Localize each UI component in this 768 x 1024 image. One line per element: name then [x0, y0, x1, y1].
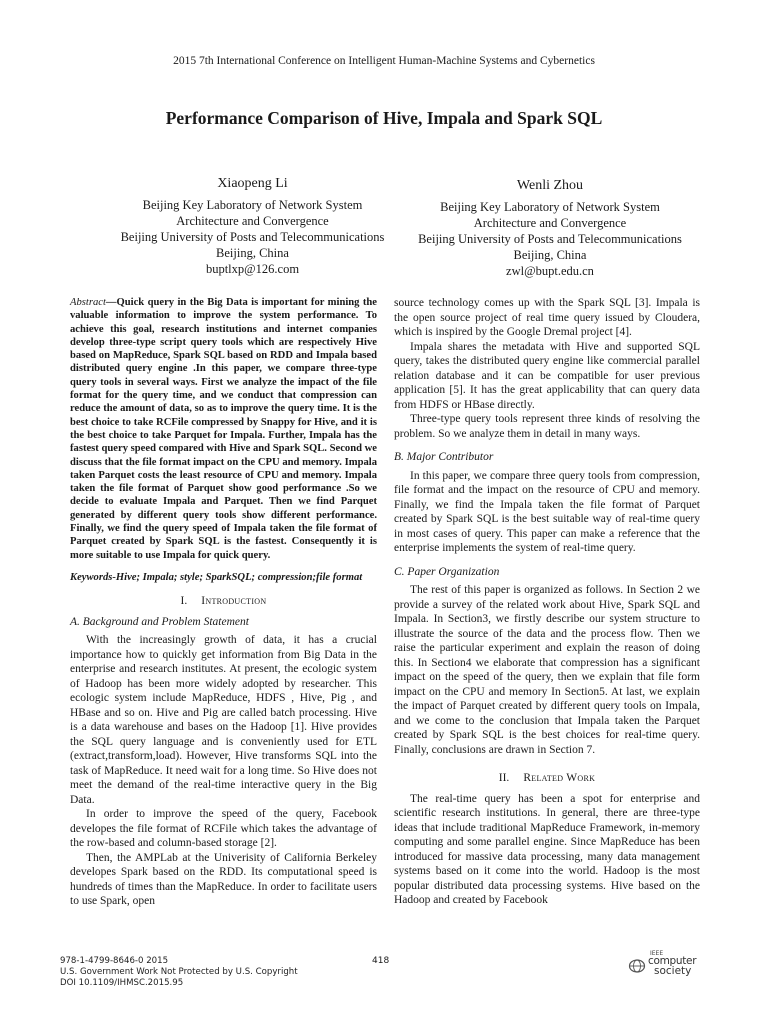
- paragraph: Three-type query tools represent three kinds of resolving the problem. So we analyze them in detail in many ways.: [394, 413, 700, 440]
- paragraph: Then, the AMPLab at the Univerisity of California Berkeley developes Spark based on the RDD. Its computational speed is hundreds of times than the MapReduce. In order to facilitate users to use Spark, open: [70, 851, 377, 908]
- abstract: [70, 296, 377, 562]
- paragraph: Impala shares the metadata with Hive and supported SQL query, takes the distributed query engine like commercial parallel relation database and it can be compatible for user previous application [5]. It has the great applicability that can query data from HDFS or HBase directly.: [394, 340, 700, 411]
- doi: DOI 10.1109/IHMSC.2015.95: [60, 978, 184, 988]
- author-affiliation-line: Beijing, China: [513, 248, 587, 262]
- author-affiliation-line: Architecture and Convergence: [176, 214, 329, 228]
- author-affiliation-line: Beijing, China: [216, 246, 289, 260]
- author-affiliation-line: Architecture and Convergence: [473, 216, 627, 230]
- paragraph: With the increasingly growth of data, it has a crucial importance how to quickly get information from Big Data in the enterprise and research institutes. At present, the ecologic system of Hadoop has been more widely adopted by researcher. This ecologic system include MapReduce, HDFS , Hive, Pig , and HBase and so on. Hive and Pig are called batch processing. Hive is a data warehouse and bases on the Hadoop [1]. Hive provides the SQL query language and is conveniently used for ETL (extract,transform,load). However, Hive transforms SQL into the task of MapReduce. It need wait for a long time. So Hive does not meet the demand of the real-time interactive query in the Big Data.: [70, 634, 377, 806]
- paragraph: The real-time query has been a spot for enterprise and scientific research institutions. In general, there are three-type ideas that include traditional MapReduce Framework, in-memory computing and some parallel engine. Since MapReduce has been introduced for massive data processing, many data management systems based on it come into the world. Hadoop is the most popular distributed data processing systems. Hive based on the Hadoop and created by Facebook: [394, 792, 700, 906]
- logo-computer-text: computer: [648, 955, 697, 967]
- paragraph: source technology comes up with the Spark SQL [3]. Impala is the open source project of real time query issued by Cloudera, which is inspired by the Google Dremal project [4].: [394, 297, 700, 338]
- paragraph: In this paper, we compare three query tools from compression, file format and the impact on the resource of CPU and memory. Finally, we find the Impala taken the file format of Parquet created by Spark SQL is the best suitable way of real-time query in most cases of query. This paper can make a reference that the enterprise implements the system of real-time query.: [394, 469, 700, 554]
- subsection-heading: A. Background and Problem Statement: [70, 615, 249, 628]
- author-affiliation-line: Beijing Key Laboratory of Network System: [142, 198, 363, 212]
- section-heading-introduction: [70, 594, 377, 609]
- subsection-heading: B. Major Contributor: [394, 451, 494, 463]
- logo-society-text: society: [654, 965, 692, 977]
- author-email: zwl@bupt.edu.cn: [506, 264, 594, 278]
- author-affiliation-line: Beijing University of Posts and Telecommunications: [120, 230, 385, 244]
- keywords: Keywords-Hive; Impala; style; SparkSQL; compression;file format: [70, 571, 363, 583]
- abstract-text: —Quick query in the Big Data is important for mining the valuable information to improve the system performance. To achieve this goal, research institutions and internet companies develop three-type script query tools which are respectively Hive based on MapReduce, Spark SQL based on RDD and Impala based distributed query engine .In this paper, we compare three-type query tools in several ways. First we analyze the impact of the file format for the query time, and we conduct that compression can reduce the amount of data, so as to improve the query time. It is the best choice to take RCFile compressed by Snappy for Hive, and it is the best choice to take Parquet for Impala. Further, Impala has the fastest query speed compared with Hive and Spark SQL. Second we discuss that the file format impact on the CPU and memory. Impala taken Parquet costs the least resource of CPU and memory. Impala taken the file format of Parquet show good performance .So we decide to evaluate Impala and Parquet. Then we find Parquet generated by different query tools show different performance. Finally, we find the query speed of Impala taken the file format of Parquet created by Spark SQL is the fastest. Consequently it is more suitable to use Impala for quick query.: [70, 297, 377, 561]
- abstract-label: Abstract: [70, 297, 106, 308]
- author-block-2: [395, 178, 705, 279]
- conference-header: 2015 7th International Conference on Intelligent Human-Machine Systems and Cybernetics: [173, 55, 595, 67]
- paper-title: Performance Comparison of Hive, Impala and Spark SQL: [165, 108, 603, 128]
- author-email: buptlxp@126.com: [205, 262, 300, 276]
- section-number: II.: [498, 772, 510, 784]
- section-title: Introduction: [201, 595, 267, 608]
- page-number: 418: [372, 956, 390, 966]
- author-name: Xiaopeng Li: [217, 176, 288, 191]
- author-affiliation-line: Beijing University of Posts and Telecommunications: [418, 232, 682, 246]
- ieee-computer-society-logo: [628, 950, 718, 980]
- author-affiliation-line: Beijing Key Laboratory of Network System: [440, 200, 660, 214]
- globe-icon: [628, 959, 646, 973]
- author-block-1: [70, 176, 435, 277]
- left-column: [70, 296, 377, 909]
- copyright-notice: U.S. Government Work Not Protected by U.S. Copyright: [60, 967, 298, 977]
- logo-ieee-text: IEEE: [650, 950, 664, 957]
- footer-info: [60, 956, 298, 989]
- right-column: [394, 296, 700, 908]
- isbn: 978-1-4799-8646-0 2015: [60, 956, 169, 966]
- paragraph: The rest of this paper is organized as follows. In Section 2 we provide a survey of the related work about Hive, Spark SQL and Impala. In Section3, we firstly describe our system structure to illustrate the source of the data and the process flow. Then we raise the particular experiment and explain the reason of doing this. In Section4 we elaborate that compression has a significant impact on the speed of the query, then we explain that file form impact on the CPU and memory In Section5. At last, we explain the impact of Parquet created by different query tools on Impala, and we come to the conclusion that Impala taken the Parquet created by Spark SQL is the best choices for real-time query. Finally, conclusions are drawn in Section 7.: [394, 584, 700, 756]
- paragraph: In order to improve the speed of the query, Facebook developes the file format of RCFile which takes the advantage of the row-based and column-based storage [2].: [70, 808, 377, 850]
- section-title: Related Work: [523, 772, 596, 784]
- subsection-heading: C. Paper Organization: [394, 565, 500, 578]
- author-name: Wenli Zhou: [516, 178, 584, 193]
- section-heading-related-work: [394, 771, 700, 786]
- section-number: I.: [180, 595, 188, 608]
